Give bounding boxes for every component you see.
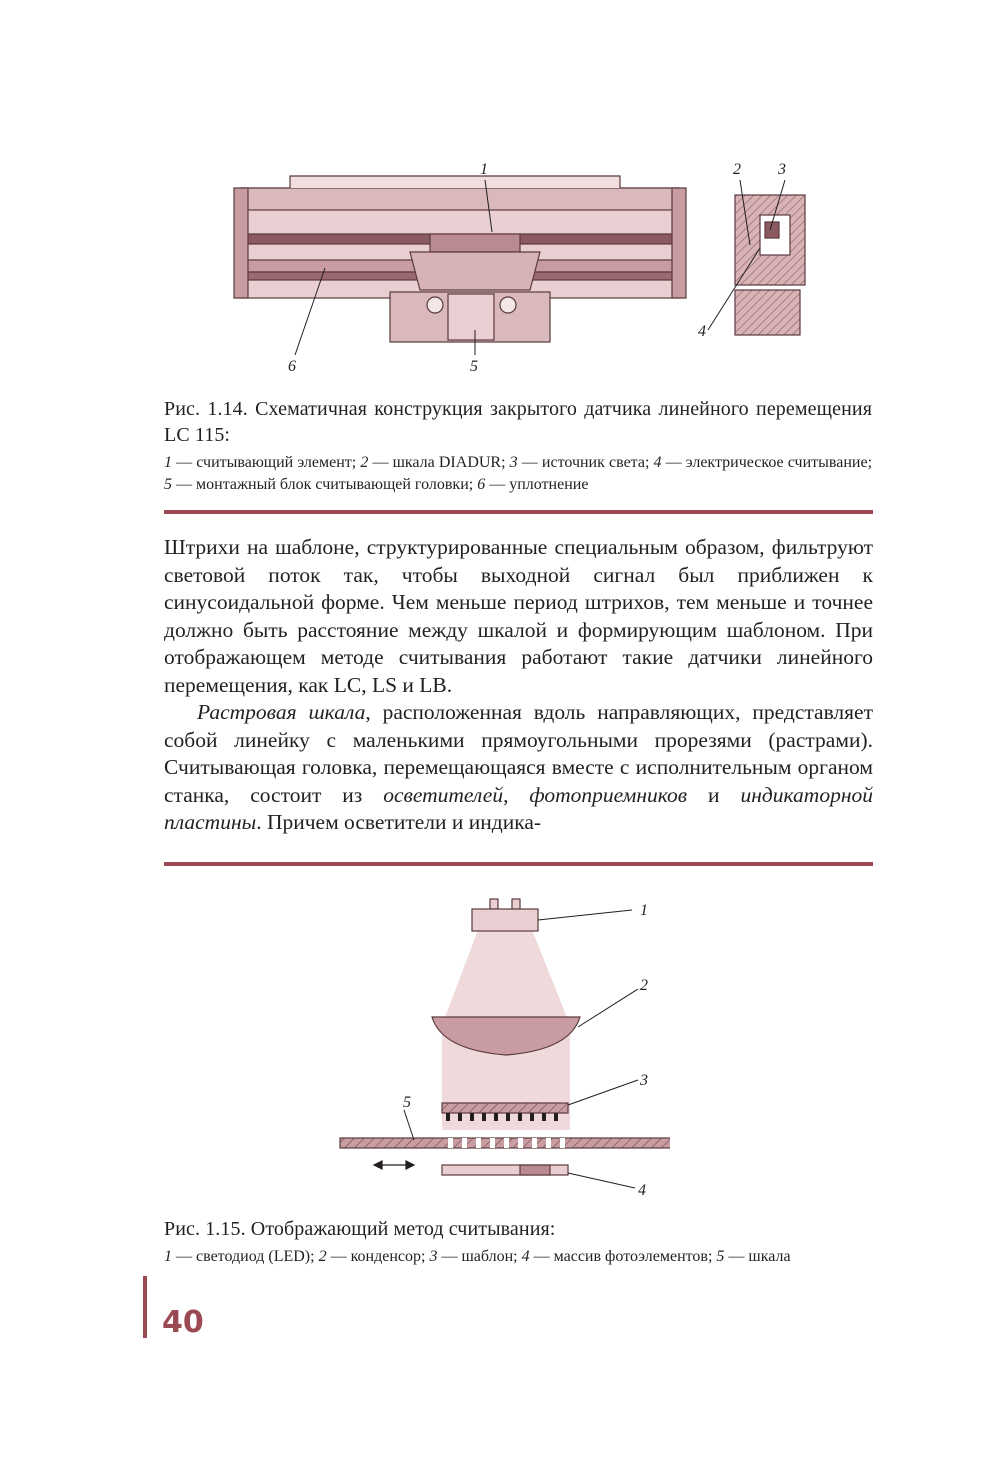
figure-1-15-drawing bbox=[330, 885, 670, 1205]
fig2-label-5: 5 bbox=[403, 1094, 411, 1111]
body-text bbox=[164, 534, 873, 837]
fig1-label-5: 5 bbox=[470, 358, 478, 375]
mounting-block bbox=[390, 292, 550, 342]
fig2-label-3: 3 bbox=[640, 1072, 648, 1089]
legend-num: 4 bbox=[653, 454, 662, 471]
legend-num: 1 bbox=[164, 1248, 172, 1265]
legend-num: 3 bbox=[429, 1248, 438, 1265]
legend-num: 2 bbox=[318, 1248, 327, 1265]
legend-text: — конденсор; bbox=[326, 1248, 430, 1265]
fig2-label-1: 1 bbox=[640, 902, 648, 919]
legend-num: 4 bbox=[521, 1248, 530, 1265]
figure-1-14-caption bbox=[164, 396, 872, 496]
figure-1-15-caption bbox=[164, 1216, 872, 1268]
photocell-array bbox=[442, 1165, 568, 1175]
figure-1-14-drawing bbox=[230, 150, 810, 390]
legend-text: — светодиод (LED); bbox=[172, 1248, 319, 1265]
caption-title: Рис. 1.14. Схематичная конструкция закрытого датчика линейного перемещения LC 115: bbox=[164, 398, 872, 446]
legend-text: — электрическое считывание; bbox=[661, 454, 873, 471]
caption-legend bbox=[164, 1246, 872, 1268]
legend-num: 5 bbox=[716, 1248, 725, 1265]
page-number-bar bbox=[143, 1276, 147, 1338]
fig2-label-4: 4 bbox=[638, 1182, 646, 1199]
legend-text: — монтажный блок считывающей головки; bbox=[172, 476, 478, 493]
legend-text: — массив фотоэлементов; bbox=[529, 1248, 717, 1265]
legend-text: — шкала DIADUR; bbox=[368, 454, 510, 471]
legend-text: — шкала bbox=[724, 1248, 791, 1265]
linear-encoder-housing bbox=[234, 176, 686, 298]
fig1-label-6: 6 bbox=[288, 358, 296, 375]
fig2-label-2: 2 bbox=[640, 977, 648, 994]
page-number: 40 bbox=[162, 1305, 204, 1340]
fig1-label-2: 2 bbox=[733, 161, 741, 178]
legend-num: 3 bbox=[509, 454, 518, 471]
section-divider bbox=[164, 510, 873, 514]
legend-num: 2 bbox=[360, 454, 369, 471]
template bbox=[442, 1103, 568, 1113]
term: осветителей bbox=[383, 782, 504, 807]
text: . Причем осветители и индика- bbox=[256, 810, 542, 834]
fig1-label-3: 3 bbox=[778, 161, 786, 178]
paragraph bbox=[164, 699, 873, 837]
fig1-label-4: 4 bbox=[698, 323, 706, 340]
section-divider bbox=[164, 862, 873, 866]
fig1-label-1: 1 bbox=[480, 161, 488, 178]
term: фотоприемников bbox=[529, 782, 688, 807]
legend-text: — считывающий элемент; bbox=[172, 454, 361, 471]
term: индикаторной пластины bbox=[164, 782, 873, 834]
legend-num: 6 bbox=[477, 476, 486, 493]
legend-text: — шаблон; bbox=[437, 1248, 522, 1265]
legend-text: — источник света; bbox=[517, 454, 654, 471]
led bbox=[472, 899, 538, 931]
text: и bbox=[687, 782, 741, 807]
paragraph: Штрихи на шаблоне, структурированные специальным образом, фильтруют световой поток так, чтобы выходной сигнал был приближен к синусоидальной форме. Чем меньше период штрихов, тем меньше и точнее должно быть расстояние между шкалой и формирующим шаблоном. При отображающем методе считывания работают такие датчики линейного перемещения, как LC, LS и LB. bbox=[164, 535, 873, 697]
legend-num: 1 bbox=[164, 454, 172, 471]
movement-arrow bbox=[374, 1161, 414, 1169]
caption-title: Рис. 1.15. Отображающий метод считывания: bbox=[164, 1218, 556, 1240]
caption-legend bbox=[164, 452, 872, 496]
legend-text: — уплотнение bbox=[485, 476, 589, 493]
text: , расположенная вдоль направляющих, представляет собой линейку с маленькими прямоугольными прорезями (растрами). Считывающая головка, перемещающаяся вместе с исполнительным органом станка, состоит из bbox=[164, 700, 873, 807]
scale-slits bbox=[448, 1138, 565, 1148]
legend-num: 5 bbox=[164, 476, 172, 493]
term: Растровая шкала bbox=[197, 700, 366, 724]
text: , bbox=[503, 782, 530, 807]
